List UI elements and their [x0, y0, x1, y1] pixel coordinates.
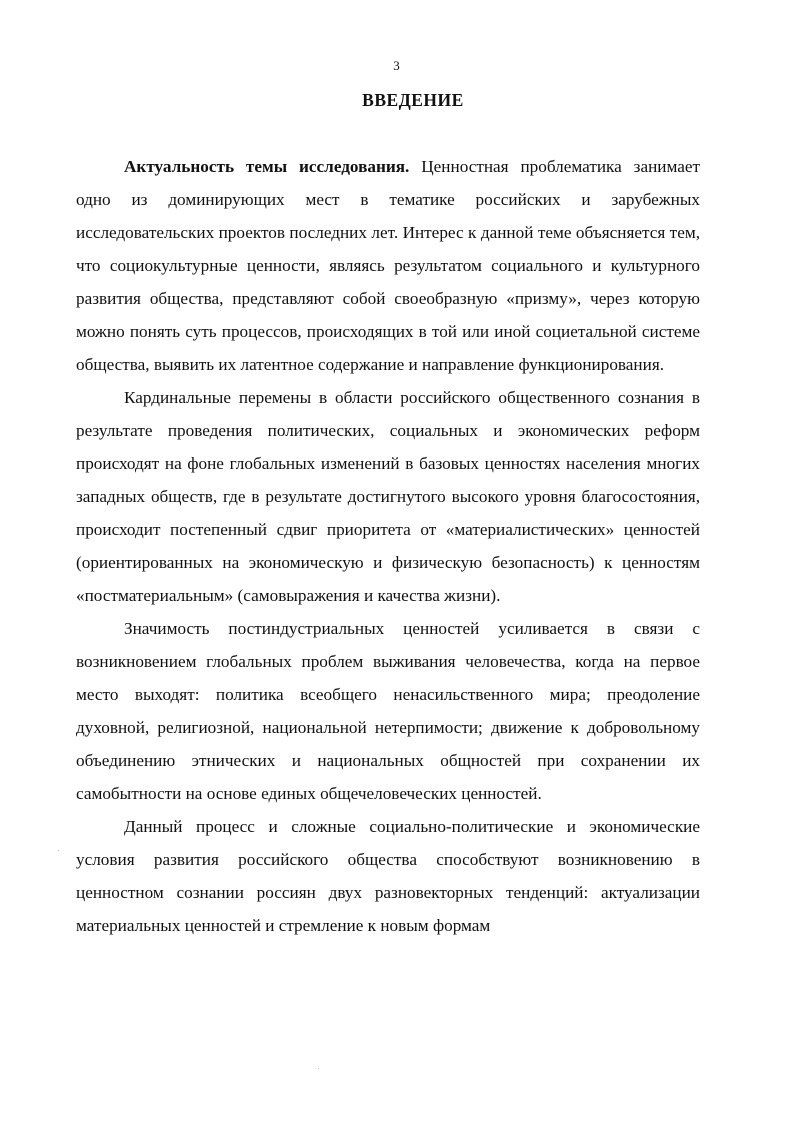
scan-speck	[318, 1068, 319, 1069]
body-text	[76, 150, 700, 942]
paragraph-text: Данный процесс и сложные социально-политические и экономические условия развития российского общества способствуют возникновению в ценностном сознании россиян двух разновекторных тенденций: актуализации материальных ценностей и стремление к новым формам	[76, 817, 700, 935]
paragraph-text: Значимость постиндустриальных ценностей усиливается в связи с возникновением глобальных проблем выживания человечества, когда на первое место выходят: политика всеобщего ненасильственного мира; преодоление духовной, религиозной, национальной нетерпимости; движение к добровольному объединению этнических и национальных общностей при сохранении их самобытности на основе единых общечеловеческих ценностей.	[76, 619, 700, 803]
paragraph-text: Кардинальные перемены в области российского общественного сознания в результате проведения политических, социальных и экономических реформ происходят на фоне глобальных изменений в базовых ценностях населения многих западных обществ, где в результате достигнутого высокого уровня благосостояния, происходит постепенный сдвиг приоритета от «материалистических» ценностей (ориентированных на экономическую и физическую безопасность) к ценностям «постматериальным» (самовыражения и качества жизни).	[76, 388, 700, 605]
paragraph-text: Ценностная проблематика занимает одно из доминирующих мест в тематике российских и зарубежных исследовательских проектов последних лет. Интерес к данной теме объясняется тем, что социокультурные ценности, являясь результатом социального и культурного развития общества, представляют собой своеобразную «призму», через которую можно понять суть процессов, происходящих в той или иной социетальной системе общества, выявить их латентное содержание и направление функционирования.	[76, 157, 700, 374]
paragraph-cardinal-changes	[76, 381, 700, 612]
paragraph-lead: Актуальность темы исследования.	[124, 157, 410, 176]
page-number: 3	[393, 58, 400, 73]
paragraph-relevance	[76, 150, 700, 381]
paragraph-process	[76, 810, 700, 942]
page-title: ВВЕДЕНИЕ	[362, 90, 464, 110]
paragraph-postindustrial-values	[76, 612, 700, 810]
scan-speck	[58, 850, 59, 851]
